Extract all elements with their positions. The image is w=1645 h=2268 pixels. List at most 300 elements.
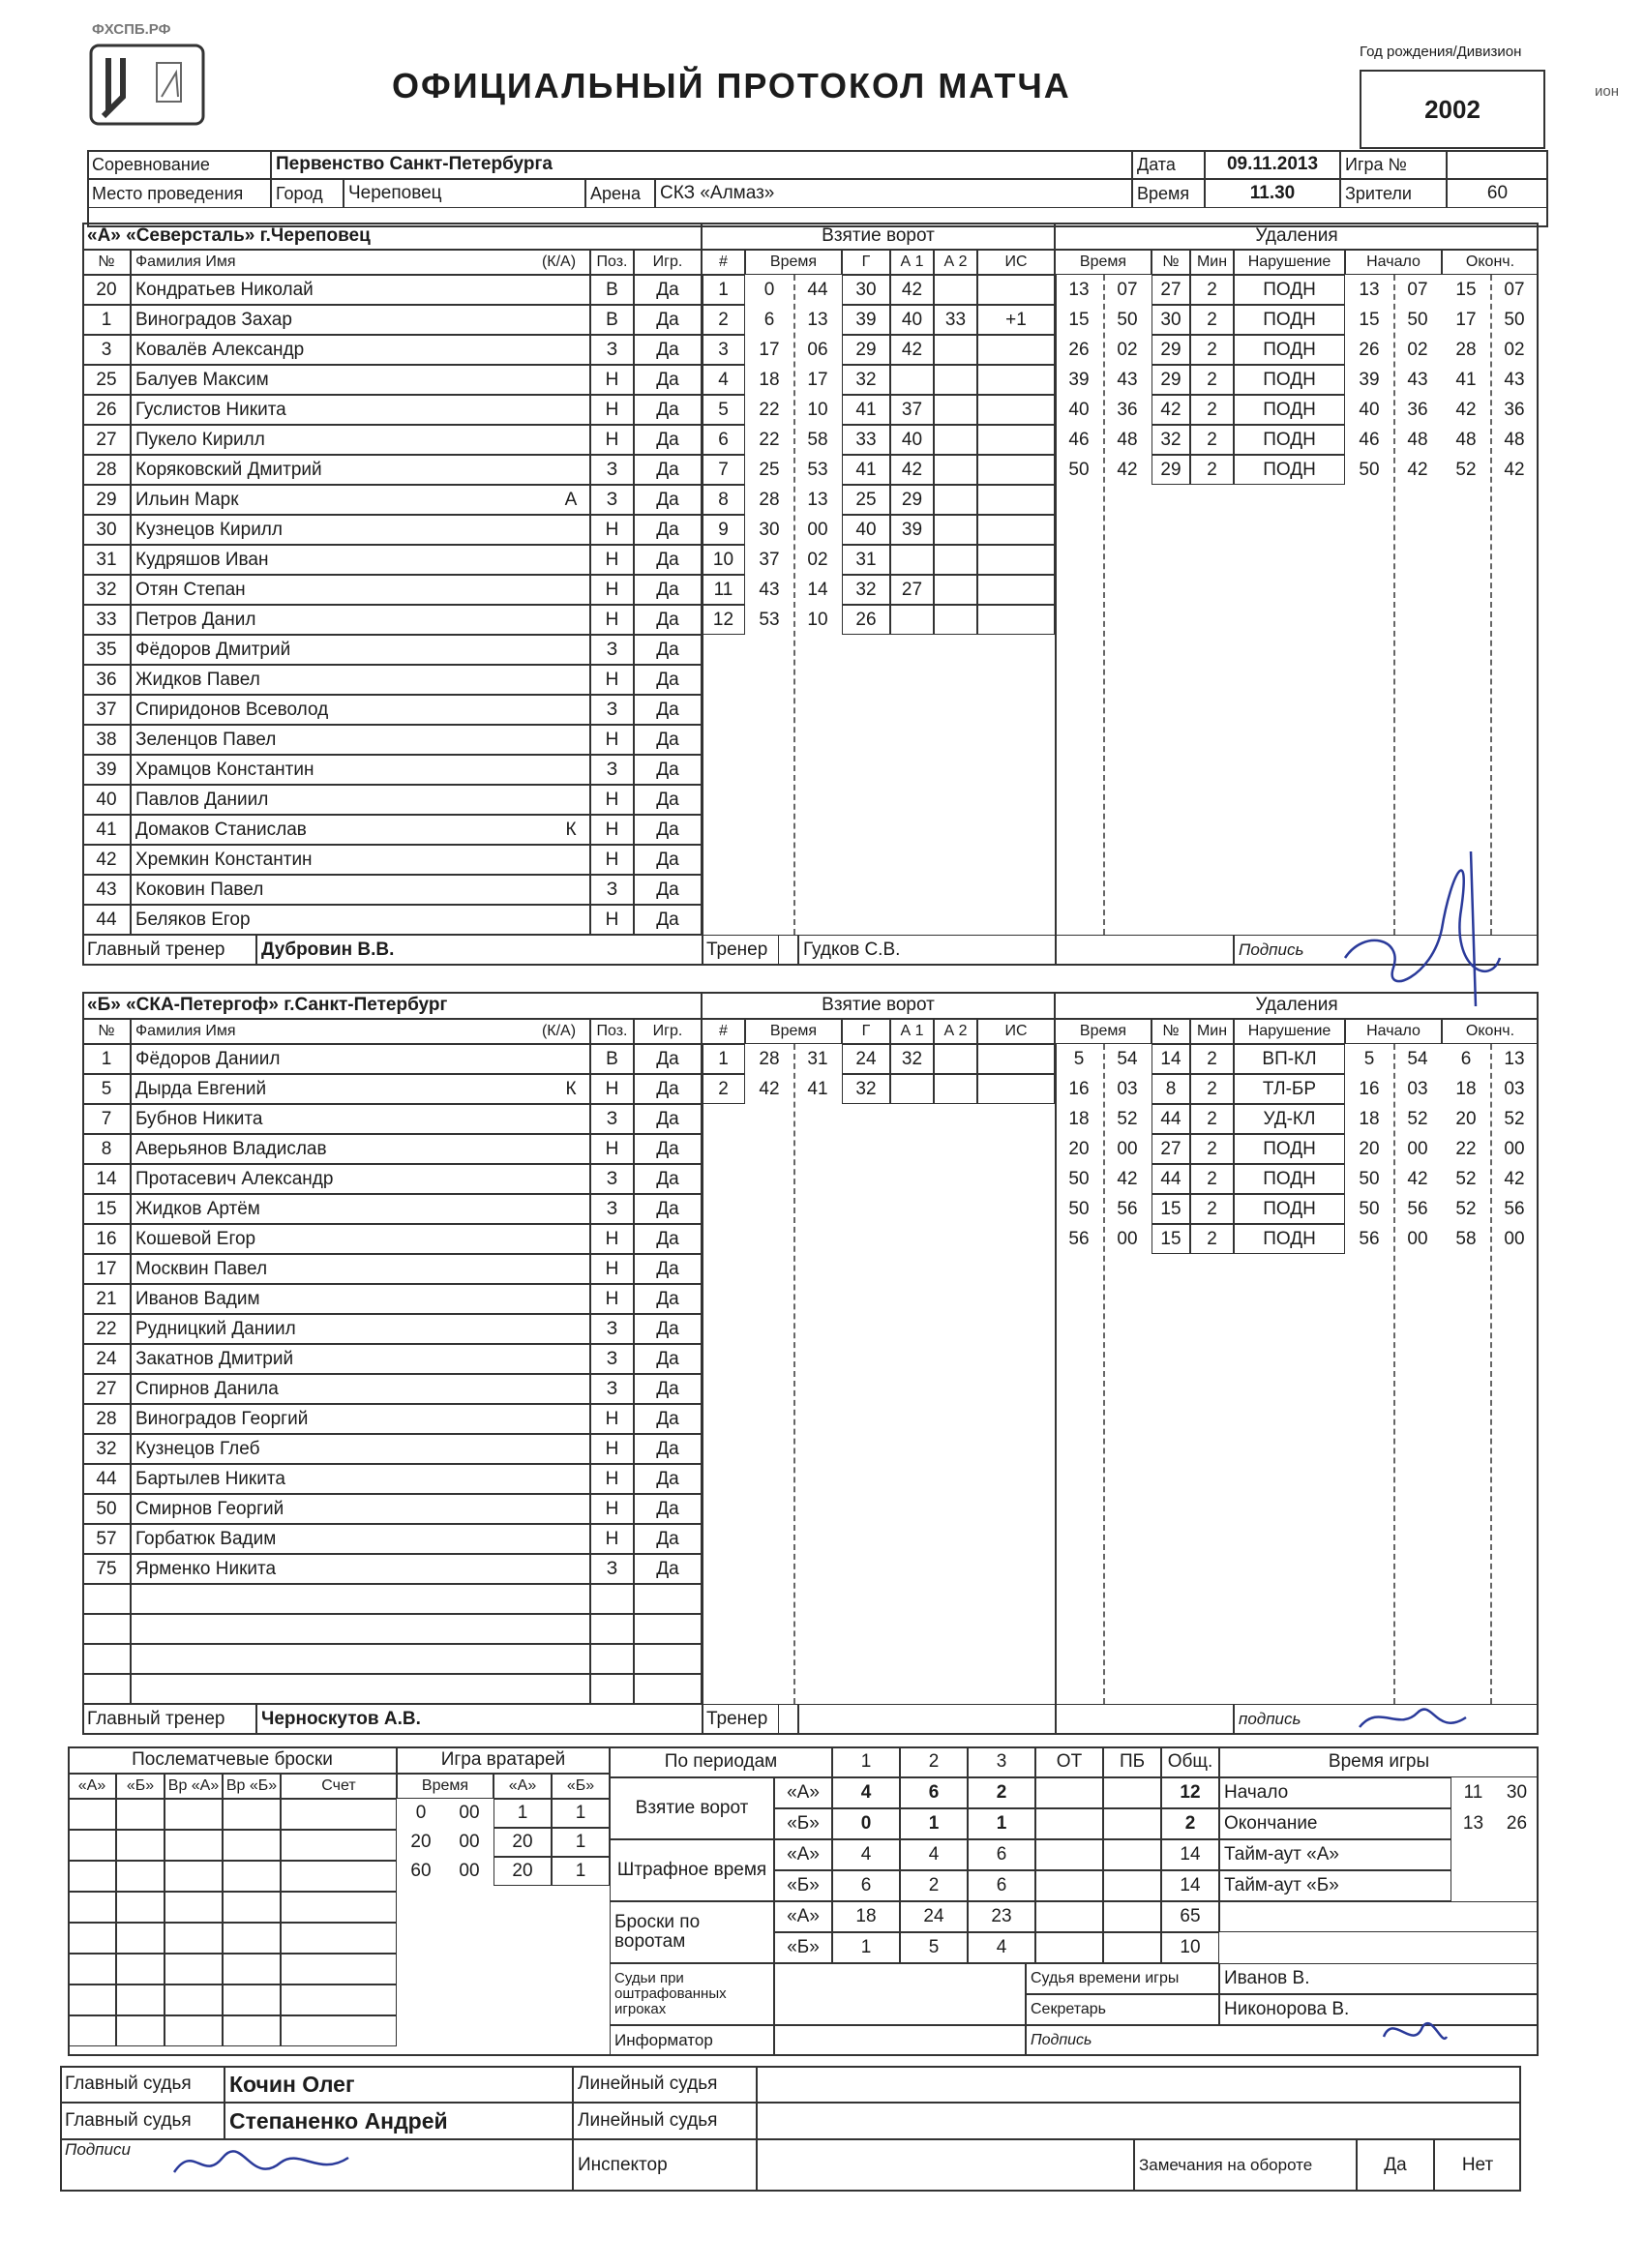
team-a-h-pen-2: Мин bbox=[1190, 250, 1234, 275]
team-a-goal-a1: 42 bbox=[890, 275, 934, 305]
team-b-player-igr: Да bbox=[634, 1074, 702, 1104]
team-a-goal-sec: 58 bbox=[807, 429, 828, 450]
team-a-player-name: Беляков Егор bbox=[131, 905, 590, 935]
team-b-pen-num: 44 bbox=[1152, 1164, 1190, 1194]
team-a-player-num: 26 bbox=[82, 395, 131, 425]
team-b-player-num bbox=[82, 1614, 131, 1644]
team-b-pen-start-s: 56 bbox=[1407, 1198, 1428, 1219]
team-a-goal-g: 31 bbox=[842, 545, 890, 575]
team-a-goal-a1: 37 bbox=[890, 395, 934, 425]
team-b-pen-viol: УД-КЛ bbox=[1234, 1104, 1345, 1134]
shootout-cell bbox=[68, 2015, 116, 2046]
team-b-pen-num: 15 bbox=[1152, 1224, 1190, 1254]
team-b-time-guide bbox=[1490, 1044, 1492, 1704]
logo bbox=[89, 44, 205, 126]
team-a-player-pos: В bbox=[590, 275, 634, 305]
period-ot bbox=[1035, 1839, 1103, 1870]
ref2-value: Степаненко Андрей bbox=[224, 2103, 573, 2139]
shootout-cell bbox=[116, 1892, 164, 1923]
team-a-time-guide bbox=[793, 275, 795, 935]
team-a-goal-min: 43 bbox=[759, 579, 780, 600]
team-a-player-pos: Н bbox=[590, 395, 634, 425]
game-label: Игра № bbox=[1340, 150, 1447, 179]
team-a-player-igr: Да bbox=[634, 725, 702, 755]
inspector-label: Инспектор bbox=[573, 2139, 757, 2192]
team-b-player-igr bbox=[634, 1614, 702, 1644]
informer-value bbox=[774, 2025, 1026, 2056]
inspector-value bbox=[757, 2139, 1134, 2192]
period-goals-val: 0 bbox=[832, 1808, 900, 1839]
team-a-goal-g: 39 bbox=[842, 305, 890, 335]
team-b-pen-sec: 03 bbox=[1117, 1078, 1138, 1099]
team-a-player-num: 35 bbox=[82, 635, 131, 665]
period-shots-val: 1 bbox=[832, 1932, 900, 1963]
team-b-goal-g: 32 bbox=[842, 1074, 890, 1104]
team-b-player-name: Фёдоров Даниил bbox=[131, 1044, 590, 1074]
team-b-player-num bbox=[82, 1644, 131, 1674]
team-b-player-num: 21 bbox=[82, 1284, 131, 1314]
team-a-goal-g: 26 bbox=[842, 605, 890, 635]
team-a-player-igr: Да bbox=[634, 905, 702, 935]
period-ot bbox=[1035, 1901, 1103, 1932]
team-b-pen-min: 56 bbox=[1068, 1228, 1090, 1249]
team-b-pen-start-s: 52 bbox=[1407, 1108, 1428, 1129]
team-a-player-name: Ильин Марк bbox=[131, 485, 590, 515]
team-a-pen-sec: 43 bbox=[1117, 369, 1138, 390]
team-a-player-igr: Да bbox=[634, 365, 702, 395]
team-b-pen-min: 18 bbox=[1068, 1108, 1090, 1129]
team-a-goal-min: 0 bbox=[763, 279, 775, 300]
team-b-pen-end-m: 6 bbox=[1460, 1048, 1472, 1069]
team-b-pen-num: 15 bbox=[1152, 1194, 1190, 1224]
team-a-h-name: Фамилия Имя bbox=[131, 250, 590, 275]
shootout-cell bbox=[68, 1954, 116, 1984]
gametime-sec bbox=[1495, 1870, 1539, 1901]
team-b-tag: «Б» bbox=[774, 1870, 832, 1901]
notes-label: Замечания на обороте bbox=[1134, 2139, 1357, 2192]
team-b-player-pos: Н bbox=[590, 1404, 634, 1434]
team-a-pen-end-m: 48 bbox=[1455, 429, 1477, 450]
team-b-h-goal-1: Время bbox=[745, 1019, 842, 1044]
team-b-player-num: 22 bbox=[82, 1314, 131, 1344]
team-a-pen-viol: ПОДН bbox=[1234, 275, 1345, 305]
team-a-player-num: 38 bbox=[82, 725, 131, 755]
team-a-goal-sec: 17 bbox=[807, 369, 828, 390]
period-col: Общ. bbox=[1161, 1746, 1219, 1777]
team-b-pen-dur: 2 bbox=[1190, 1164, 1234, 1194]
team-a-goal-num: 11 bbox=[702, 575, 745, 605]
team-b-h-goal-0: # bbox=[702, 1019, 745, 1044]
team-b-player-pos: Н bbox=[590, 1494, 634, 1524]
line2-label: Линейный судья bbox=[573, 2103, 757, 2139]
ref1-value: Кочин Олег bbox=[224, 2066, 573, 2103]
team-a-player-name: Кудряшов Иван bbox=[131, 545, 590, 575]
team-a-player-name: Гуслистов Никита bbox=[131, 395, 590, 425]
team-b-player-name: Кузнецов Глеб bbox=[131, 1434, 590, 1464]
team-b-pen-end-s: 42 bbox=[1504, 1168, 1525, 1189]
period-shots-label: Броски по воротам bbox=[610, 1901, 774, 1963]
team-a-pen-start-m: 50 bbox=[1359, 459, 1380, 480]
team-b-pen-start-m: 50 bbox=[1359, 1198, 1380, 1219]
team-a-player-name: Павлов Даниил bbox=[131, 785, 590, 815]
team-a-player-name: Пукело Кирилл bbox=[131, 425, 590, 455]
team-a-goal-min: 18 bbox=[759, 369, 780, 390]
team-a-h-pen-4: Начало bbox=[1345, 250, 1442, 275]
team-a-h-num: № bbox=[82, 250, 131, 275]
gametime-min bbox=[1451, 1839, 1495, 1870]
ref2-label: Главный судья bbox=[60, 2103, 224, 2139]
team-a-goal-a1 bbox=[890, 365, 934, 395]
team-a-goal-a1: 42 bbox=[890, 455, 934, 485]
team-b-player-num: 27 bbox=[82, 1374, 131, 1404]
shootout-cell bbox=[281, 1892, 397, 1923]
team-a-player-name: Коряковский Дмитрий bbox=[131, 455, 590, 485]
team-a-goal-g: 25 bbox=[842, 485, 890, 515]
team-a-goal-is bbox=[977, 605, 1055, 635]
team-b-player-name: Кошевой Егор bbox=[131, 1224, 590, 1254]
team-a-player-igr: Да bbox=[634, 275, 702, 305]
team-a-pen-start-m: 40 bbox=[1359, 399, 1380, 420]
shootout-col: Вр «А» bbox=[164, 1774, 223, 1799]
team-a-goal-is bbox=[977, 545, 1055, 575]
gk-col: «А» bbox=[494, 1774, 552, 1799]
team-b-pen-min: 16 bbox=[1068, 1078, 1090, 1099]
team-a-pen-dur: 2 bbox=[1190, 335, 1234, 365]
team-a-player-name: Жидков Павел bbox=[131, 665, 590, 695]
team-a-goal-a2: 33 bbox=[934, 305, 977, 335]
team-b-player-name: Спирнов Данила bbox=[131, 1374, 590, 1404]
team-a-h-pen-3: Нарушение bbox=[1234, 250, 1345, 275]
competition-label: Соревнование bbox=[87, 150, 271, 179]
team-a-player-name: Домаков Станислав bbox=[131, 815, 590, 845]
team-b-pen-dur: 2 bbox=[1190, 1104, 1234, 1134]
period-pen-val: 6 bbox=[968, 1870, 1035, 1901]
team-b-pen-end-s: 03 bbox=[1504, 1078, 1525, 1099]
team-b-h-name: Фамилия Имя bbox=[131, 1019, 590, 1044]
team-b-time-guide bbox=[793, 1044, 795, 1704]
team-b-player-num: 14 bbox=[82, 1164, 131, 1194]
team-b-player-name: Смирнов Георгий bbox=[131, 1494, 590, 1524]
period-shots-val: 23 bbox=[968, 1901, 1035, 1932]
team-b-player-num: 57 bbox=[82, 1524, 131, 1554]
team-a-pen-viol: ПОДН bbox=[1234, 305, 1345, 335]
referee-signature bbox=[164, 2138, 358, 2187]
period-goals-val: 1 bbox=[968, 1808, 1035, 1839]
team-a-player-num: 3 bbox=[82, 335, 131, 365]
team-a-goal-sec: 10 bbox=[807, 399, 828, 420]
team-a-pen-sec: 50 bbox=[1117, 309, 1138, 330]
time-value: 11.30 bbox=[1205, 179, 1340, 208]
team-b-h-ka: (К/А) bbox=[541, 1023, 577, 1039]
team-b-player-name: Москвин Павел bbox=[131, 1254, 590, 1284]
shootout-cell bbox=[68, 1892, 116, 1923]
team-a-player-igr: Да bbox=[634, 545, 702, 575]
team-a-head-coach: Дубровин В.В. bbox=[256, 935, 779, 966]
team-b-pen-viol: ПОДН bbox=[1234, 1134, 1345, 1164]
team-a-player-num: 28 bbox=[82, 455, 131, 485]
team-a-pen-dur: 2 bbox=[1190, 455, 1234, 485]
team-a-player-num: 40 bbox=[82, 785, 131, 815]
team-b-player-name bbox=[131, 1614, 590, 1644]
team-b-player-name bbox=[131, 1674, 590, 1704]
team-b-h-num: № bbox=[82, 1019, 131, 1044]
shootout-cell bbox=[116, 1799, 164, 1830]
team-b-h-pen-1: № bbox=[1152, 1019, 1190, 1044]
team-a-player-pos: Н bbox=[590, 785, 634, 815]
team-a-goal-sec: 44 bbox=[807, 279, 828, 300]
team-a-pen-start-m: 26 bbox=[1359, 339, 1380, 360]
team-a-pen-end-s: 02 bbox=[1504, 339, 1525, 360]
team-b-h-pen-2: Мин bbox=[1190, 1019, 1234, 1044]
team-b-player-igr: Да bbox=[634, 1254, 702, 1284]
team-a-pen-dur: 2 bbox=[1190, 395, 1234, 425]
team-b-player-name: Дырда Евгений bbox=[131, 1074, 590, 1104]
team-a-pen-dur: 2 bbox=[1190, 425, 1234, 455]
team-a-tag: «А» bbox=[774, 1777, 832, 1808]
team-a-pen-end-s: 50 bbox=[1504, 309, 1525, 330]
period-col: 3 bbox=[968, 1746, 1035, 1777]
team-b-player-name: Горбатюк Вадим bbox=[131, 1524, 590, 1554]
team-a-player-pos: Н bbox=[590, 725, 634, 755]
team-a-player-name: Ковалёв Александр bbox=[131, 335, 590, 365]
team-b-player-num: 24 bbox=[82, 1344, 131, 1374]
team-b-pen-dur: 2 bbox=[1190, 1224, 1234, 1254]
team-a-player-num: 39 bbox=[82, 755, 131, 785]
team-a-player-name: Спиридонов Всеволод bbox=[131, 695, 590, 725]
shootout-col: Вр «Б» bbox=[223, 1774, 281, 1799]
team-b-pen-start-s: 00 bbox=[1407, 1138, 1428, 1159]
team-a-goal-min: 17 bbox=[759, 339, 780, 360]
team-b-tag: «Б» bbox=[774, 1932, 832, 1963]
team-b-player-igr: Да bbox=[634, 1194, 702, 1224]
team-b-player-num: 75 bbox=[82, 1554, 131, 1584]
team-a-goal-a2 bbox=[934, 605, 977, 635]
team-b-h-goal-2: Г bbox=[842, 1019, 890, 1044]
team-b-player-num: 16 bbox=[82, 1224, 131, 1254]
team-b-player-igr: Да bbox=[634, 1524, 702, 1554]
team-b-player-pos: З bbox=[590, 1314, 634, 1344]
team-b-pen-end-s: 13 bbox=[1504, 1048, 1525, 1069]
team-b-player-pos: З bbox=[590, 1374, 634, 1404]
shootout-cell bbox=[223, 1954, 281, 1984]
team-a-goal-a2 bbox=[934, 395, 977, 425]
team-b-player-pos: Н bbox=[590, 1284, 634, 1314]
ref1-label: Главный судья bbox=[60, 2066, 224, 2103]
shootout-cell bbox=[116, 1861, 164, 1892]
team-a-goal-min: 22 bbox=[759, 399, 780, 420]
team-a-goal-num: 8 bbox=[702, 485, 745, 515]
team-a-pen-end-m: 15 bbox=[1455, 279, 1477, 300]
gk-a: 20 bbox=[494, 1828, 552, 1857]
team-a-player-igr: Да bbox=[634, 875, 702, 905]
team-a-goal-num: 3 bbox=[702, 335, 745, 365]
team-a-goal-min: 37 bbox=[759, 549, 780, 570]
city-value: Череповец bbox=[344, 179, 585, 208]
team-a-player-num: 30 bbox=[82, 515, 131, 545]
team-b-player-igr bbox=[634, 1584, 702, 1614]
team-a-pen-dur: 2 bbox=[1190, 275, 1234, 305]
gk-col: Время bbox=[397, 1774, 494, 1799]
team-b-pen-end-s: 56 bbox=[1504, 1198, 1525, 1219]
period-pen-val: 4 bbox=[832, 1839, 900, 1870]
team-a-h-pos: Поз. bbox=[590, 250, 634, 275]
team-a-player-pos: Н bbox=[590, 365, 634, 395]
informer-label: Информатор bbox=[610, 2025, 774, 2056]
team-a-pen-end-m: 28 bbox=[1455, 339, 1477, 360]
team-a-player-igr: Да bbox=[634, 485, 702, 515]
team-a-goal-a1 bbox=[890, 545, 934, 575]
team-b-h-pen-4: Начало bbox=[1345, 1019, 1442, 1044]
team-a-player-pos: Н bbox=[590, 425, 634, 455]
team-a-player-name: Коковин Павел bbox=[131, 875, 590, 905]
gk-min: 20 bbox=[410, 1832, 432, 1852]
ref-signs-label: Подписи bbox=[60, 2139, 573, 2192]
team-b-player-num: 1 bbox=[82, 1044, 131, 1074]
shootout-cell bbox=[116, 1954, 164, 1984]
team-b-pen-num: 44 bbox=[1152, 1104, 1190, 1134]
team-b-goal-a2 bbox=[934, 1044, 977, 1074]
team-b-player-name: Иванов Вадим bbox=[131, 1284, 590, 1314]
period-goals-val: 1 bbox=[900, 1808, 968, 1839]
time-label: Время bbox=[1132, 179, 1205, 208]
period-pen-total: 14 bbox=[1161, 1839, 1219, 1870]
team-a-pen-end-s: 42 bbox=[1504, 459, 1525, 480]
team-b-goal-a1 bbox=[890, 1074, 934, 1104]
team-b-player-igr: Да bbox=[634, 1464, 702, 1494]
shootout-cell bbox=[116, 2015, 164, 2046]
team-a-goal-a1 bbox=[890, 605, 934, 635]
team-b-player-name: Закатнов Дмитрий bbox=[131, 1344, 590, 1374]
team-a-pen-start-m: 46 bbox=[1359, 429, 1380, 450]
team-a-pen-viol: ПОДН bbox=[1234, 335, 1345, 365]
team-a-goal-num: 12 bbox=[702, 605, 745, 635]
shootout-cell bbox=[164, 1830, 223, 1861]
team-a-player-igr: Да bbox=[634, 425, 702, 455]
team-a-goal-sec: 10 bbox=[807, 609, 828, 630]
team-a-player-num: 29 bbox=[82, 485, 131, 515]
team-b-goal-is bbox=[977, 1074, 1055, 1104]
team-a-goal-is bbox=[977, 335, 1055, 365]
team-b-player-name: Жидков Артём bbox=[131, 1194, 590, 1224]
team-a-player-num: 43 bbox=[82, 875, 131, 905]
team-b-player-igr: Да bbox=[634, 1224, 702, 1254]
team-a-pen-sec: 02 bbox=[1117, 339, 1138, 360]
team-a-pens-title: Удаления bbox=[1055, 223, 1539, 250]
team-b-player-num bbox=[82, 1584, 131, 1614]
team-b-player-num: 44 bbox=[82, 1464, 131, 1494]
team-b-h-pen-0: Время bbox=[1055, 1019, 1152, 1044]
period-goals-val: 6 bbox=[900, 1777, 968, 1808]
team-a-player-igr: Да bbox=[634, 515, 702, 545]
team-a-player-name: Фёдоров Дмитрий bbox=[131, 635, 590, 665]
team-a-player-igr: Да bbox=[634, 815, 702, 845]
team-a-pen-min: 15 bbox=[1068, 309, 1090, 330]
team-b-pen-num: 8 bbox=[1152, 1074, 1190, 1104]
shootout-cell bbox=[281, 1830, 397, 1861]
team-a-pen-start-s: 48 bbox=[1407, 429, 1428, 450]
team-a-pen-sec: 07 bbox=[1117, 279, 1138, 300]
team-a-player-num: 33 bbox=[82, 605, 131, 635]
team-a-player-name: Кондратьев Николай bbox=[131, 275, 590, 305]
team-a-h-goal-1: Время bbox=[745, 250, 842, 275]
team-a-pen-min: 50 bbox=[1068, 459, 1090, 480]
team-b-goal-min: 28 bbox=[759, 1048, 780, 1069]
team-a-goal-a2 bbox=[934, 515, 977, 545]
team-a-pen-start-s: 42 bbox=[1407, 459, 1428, 480]
shootout-col: «Б» bbox=[116, 1774, 164, 1799]
secretary-signature bbox=[1374, 2008, 1451, 2056]
team-a-goal-g: 30 bbox=[842, 275, 890, 305]
team-a-pen-end-m: 42 bbox=[1455, 399, 1477, 420]
team-a-goal-a2 bbox=[934, 485, 977, 515]
gk-min: 0 bbox=[415, 1803, 427, 1823]
team-a-player-igr: Да bbox=[634, 845, 702, 875]
team-b-player-igr: Да bbox=[634, 1284, 702, 1314]
team-b-pen-num: 27 bbox=[1152, 1134, 1190, 1164]
period-goals-total: 2 bbox=[1161, 1808, 1219, 1839]
team-b-tag: «Б» bbox=[774, 1808, 832, 1839]
team-b-pen-sec: 00 bbox=[1117, 1138, 1138, 1159]
team-b-player-igr: Да bbox=[634, 1344, 702, 1374]
team-b-pen-start-m: 18 bbox=[1359, 1108, 1380, 1129]
team-b-pen-sec: 54 bbox=[1117, 1048, 1138, 1069]
team-a-goal-a2 bbox=[934, 365, 977, 395]
team-a-pen-num: 29 bbox=[1152, 335, 1190, 365]
team-a-goal-sec: 53 bbox=[807, 459, 828, 480]
team-b-pen-end-m: 18 bbox=[1455, 1078, 1477, 1099]
team-b-pen-dur: 2 bbox=[1190, 1134, 1234, 1164]
team-b-pen-start-m: 5 bbox=[1363, 1048, 1375, 1069]
team-a-goal-a2 bbox=[934, 275, 977, 305]
venue-label: Место проведения bbox=[87, 179, 271, 208]
team-b-goal-a1: 32 bbox=[890, 1044, 934, 1074]
team-a-pen-start-m: 39 bbox=[1359, 369, 1380, 390]
team-a-goal-num: 5 bbox=[702, 395, 745, 425]
team-b-pen-viol: ПОДН bbox=[1234, 1194, 1345, 1224]
team-a-pen-start-m: 15 bbox=[1359, 309, 1380, 330]
team-b-goals-title: Взятие ворот bbox=[702, 992, 1055, 1019]
shootout-cell bbox=[164, 1892, 223, 1923]
period-pb bbox=[1103, 1932, 1161, 1963]
team-a-goal-is bbox=[977, 395, 1055, 425]
team-a-player-pos: З bbox=[590, 635, 634, 665]
team-b-player-name: Бартылев Никита bbox=[131, 1464, 590, 1494]
period-shots-val: 4 bbox=[968, 1932, 1035, 1963]
team-a-player-num: 37 bbox=[82, 695, 131, 725]
period-pb bbox=[1103, 1901, 1161, 1932]
team-b-player-num: 32 bbox=[82, 1434, 131, 1464]
team-b-pen-start-m: 20 bbox=[1359, 1138, 1380, 1159]
shootout-col: Счет bbox=[281, 1774, 397, 1799]
gametime-label: Тайм-аут «Б» bbox=[1219, 1870, 1451, 1901]
gk-sec: 00 bbox=[459, 1832, 480, 1852]
city-label: Город bbox=[271, 179, 344, 208]
team-b-player-pos bbox=[590, 1614, 634, 1644]
team-b-pen-start-s: 00 bbox=[1407, 1228, 1428, 1249]
team-a-player-ka: А bbox=[564, 489, 578, 510]
team-a-sign-label: Подпись bbox=[1234, 935, 1539, 966]
shootout-cell bbox=[223, 2015, 281, 2046]
team-b-player-igr: Да bbox=[634, 1104, 702, 1134]
team-a-goal-sec: 13 bbox=[807, 489, 828, 510]
gk-sec: 00 bbox=[459, 1861, 480, 1881]
team-a-goals-title: Взятие ворот bbox=[702, 223, 1055, 250]
team-b-pen-start-m: 16 bbox=[1359, 1078, 1380, 1099]
team-a-tag: «А» bbox=[774, 1839, 832, 1870]
team-a-player-num: 32 bbox=[82, 575, 131, 605]
team-a-pen-viol: ПОДН bbox=[1234, 455, 1345, 485]
notes-yes: Да bbox=[1357, 2139, 1434, 2192]
